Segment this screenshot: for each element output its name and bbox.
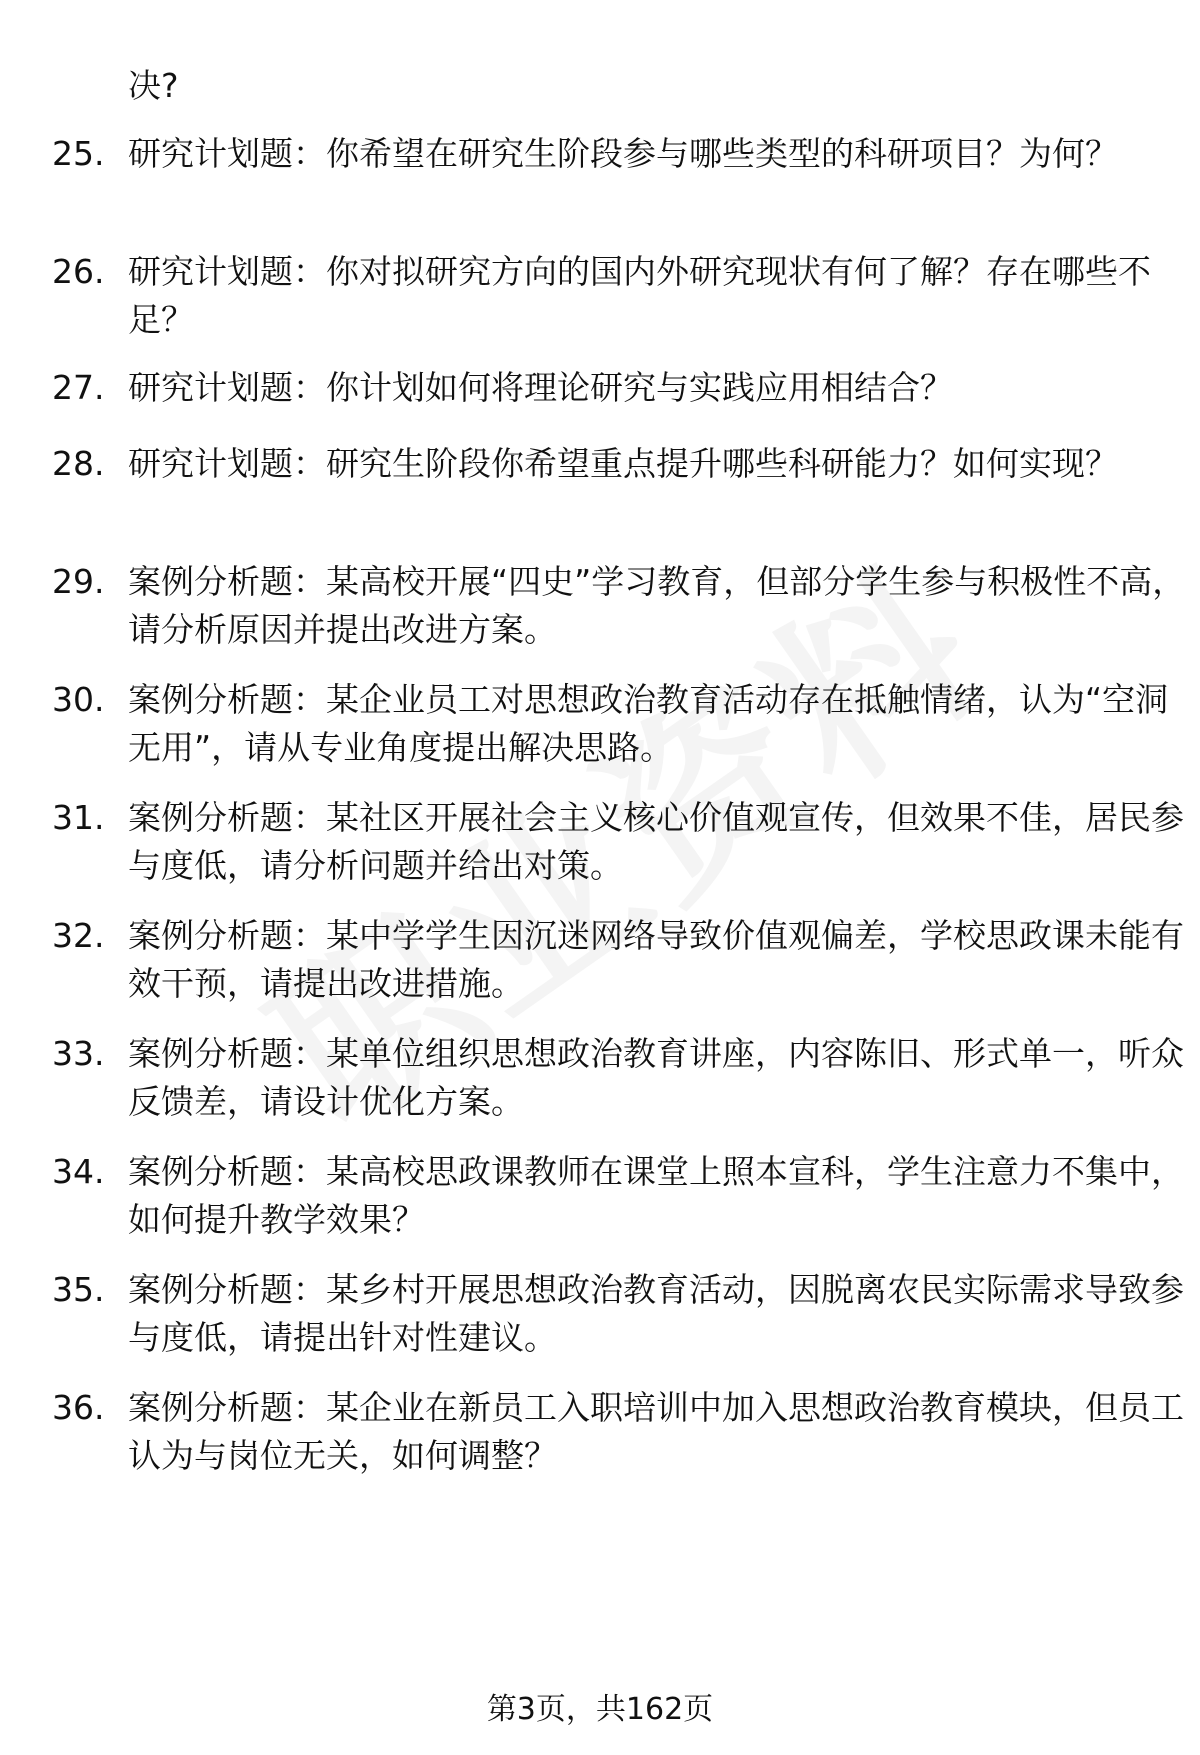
list-item bbox=[52, 364, 1142, 412]
item-text: 案例分析题：某社区开展社会主义核心价值观宣传，但效果不佳，居民参与度低，请分析问题并给出对策。 bbox=[128, 798, 1184, 885]
list-item bbox=[52, 248, 1151, 344]
item-number: 25. bbox=[52, 134, 105, 173]
continuation-text: 决? bbox=[128, 66, 179, 105]
item-text: 研究计划题：研究生阶段你希望重点提升哪些科研能力？如何实现？ bbox=[128, 444, 1118, 483]
item-number: 28. bbox=[52, 444, 105, 483]
item-number: 35. bbox=[52, 1270, 105, 1309]
item-number: 30. bbox=[52, 680, 105, 719]
list-item bbox=[52, 440, 1142, 488]
list-item bbox=[52, 676, 1169, 772]
item-text: 案例分析题：某高校思政课教师在课堂上照本宣科，学生注意力不集中，如何提升教学效果？ bbox=[128, 1152, 1184, 1239]
item-number: 29. bbox=[52, 562, 105, 601]
item-number: 34. bbox=[52, 1152, 105, 1191]
list-item bbox=[52, 912, 1184, 1008]
item-text: 研究计划题：你计划如何将理论研究与实践应用相结合？ bbox=[128, 368, 953, 407]
item-number: 26. bbox=[52, 252, 105, 291]
list-item bbox=[52, 1030, 1184, 1126]
item-number: 36. bbox=[52, 1388, 105, 1427]
list-item bbox=[52, 1148, 1184, 1244]
item-text: 研究计划题：你希望在研究生阶段参与哪些类型的科研项目？为何？ bbox=[128, 134, 1118, 173]
item-number: 32. bbox=[52, 916, 105, 955]
item-text: 案例分析题：某中学学生因沉迷网络导致价值观偏差，学校思政课未能有效干预，请提出改进措施。 bbox=[128, 916, 1184, 1003]
item-text: 研究计划题：你对拟研究方向的国内外研究现状有何了解？存在哪些不足？ bbox=[128, 252, 1151, 339]
list-item bbox=[52, 1384, 1184, 1480]
item-text: 案例分析题：某乡村开展思想政治教育活动，因脱离农民实际需求导致参与度低，请提出针对性建议。 bbox=[128, 1270, 1184, 1357]
item-text: 案例分析题：某企业员工对思想政治教育活动存在抵触情绪，认为“空洞无用”，请从专业角度提出解决思路。 bbox=[128, 680, 1169, 767]
item-text: 案例分析题：某高校开展“四史”学习教育，但部分学生参与积极性不高，请分析原因并提出改进方案。 bbox=[128, 562, 1186, 649]
list-item bbox=[52, 130, 1142, 178]
item-number: 27. bbox=[52, 368, 105, 407]
item-text: 案例分析题：某企业在新员工入职培训中加入思想政治教育模块，但员工认为与岗位无关，如何调整？ bbox=[128, 1388, 1184, 1475]
item-number: 33. bbox=[52, 1034, 105, 1073]
item-number: 31. bbox=[52, 798, 105, 837]
item-text: 案例分析题：某单位组织思想政治教育讲座，内容陈旧、形式单一，听众反馈差，请设计优化方案。 bbox=[128, 1034, 1184, 1121]
list-item bbox=[52, 1266, 1184, 1362]
list-item bbox=[52, 794, 1184, 890]
page-footer: 第3页，共162页 bbox=[486, 1692, 714, 1727]
list-item bbox=[52, 558, 1186, 654]
